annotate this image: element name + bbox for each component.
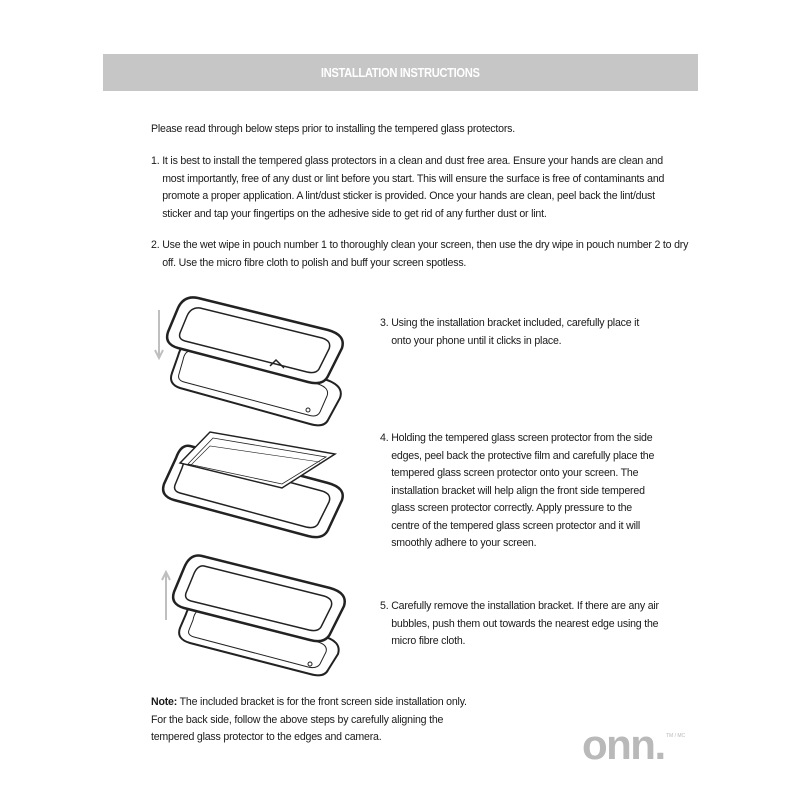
step-5-text: Carefully remove the installation bracket. If there are any air bubbles, push them out towards the nearest edge using the micro fibre cloth. bbox=[391, 600, 659, 647]
bracket-removal-illustration bbox=[150, 548, 360, 678]
onn-logo: onn. bbox=[582, 721, 665, 768]
step-2-text: Use the wet wipe in pouch number 1 to thoroughly clean your screen, then use the dry wipe in pouch number 2 to dry off. Use the micro fibre cloth to polish and buff your screen spotless. bbox=[162, 239, 689, 269]
step-3 bbox=[380, 315, 660, 350]
step-1-number: 1. bbox=[151, 155, 160, 167]
step-5-number: 5. bbox=[380, 600, 389, 612]
step-4 bbox=[380, 430, 660, 553]
up-arrow-icon bbox=[162, 572, 170, 620]
step-1 bbox=[151, 153, 671, 223]
trademark-mark: TM / MC bbox=[666, 733, 686, 739]
step-4-number: 4. bbox=[380, 432, 389, 444]
note-label: Note: bbox=[151, 696, 178, 708]
note-text: The included bracket is for the front screen side installation only. For the back side, follow the above steps by carefully aligning the tempered glass protector to the edges and camera. bbox=[151, 696, 467, 743]
intro-text: Please read through below steps prior to installing the tempered glass protectors. bbox=[151, 123, 516, 135]
step-2-number: 2. bbox=[151, 239, 160, 251]
glass-protector-placement-illustration bbox=[150, 428, 360, 558]
step-4-text: Holding the tempered glass screen protector from the side edges, peel back the protective film and carefully place the tempered glass screen protector onto your screen. The installation bracket will help align the front side tempered glass screen protector correctly. Apply pressure to the centre of the tempered glass screen protector and it will smoothly adhere to your screen. bbox=[391, 432, 655, 549]
note bbox=[151, 694, 471, 747]
step-3-number: 3. bbox=[380, 317, 389, 329]
header-bar bbox=[103, 54, 698, 91]
step-2 bbox=[151, 237, 691, 272]
down-arrow-icon bbox=[155, 310, 163, 358]
page-title: INSTALLATION INSTRUCTIONS bbox=[321, 65, 480, 80]
bracket-onto-phone-illustration bbox=[150, 288, 360, 428]
step-1-text: It is best to install the tempered glass protectors in a clean and dust free area. Ensure your hands are clean and most importantly, free of any dust or lint before you start. This will ensure the surface is free of contaminants and promote a proper application. A lint/dust sticker is provided. Once your hands are clean, peel back the lint/dust sticker and tap your fingertips on the adhesive side to get rid of any further dust or lint. bbox=[162, 155, 665, 220]
step-5 bbox=[380, 598, 660, 651]
step-3-text: Using the installation bracket included, carefully place it onto your phone until it clicks in place. bbox=[391, 317, 640, 347]
